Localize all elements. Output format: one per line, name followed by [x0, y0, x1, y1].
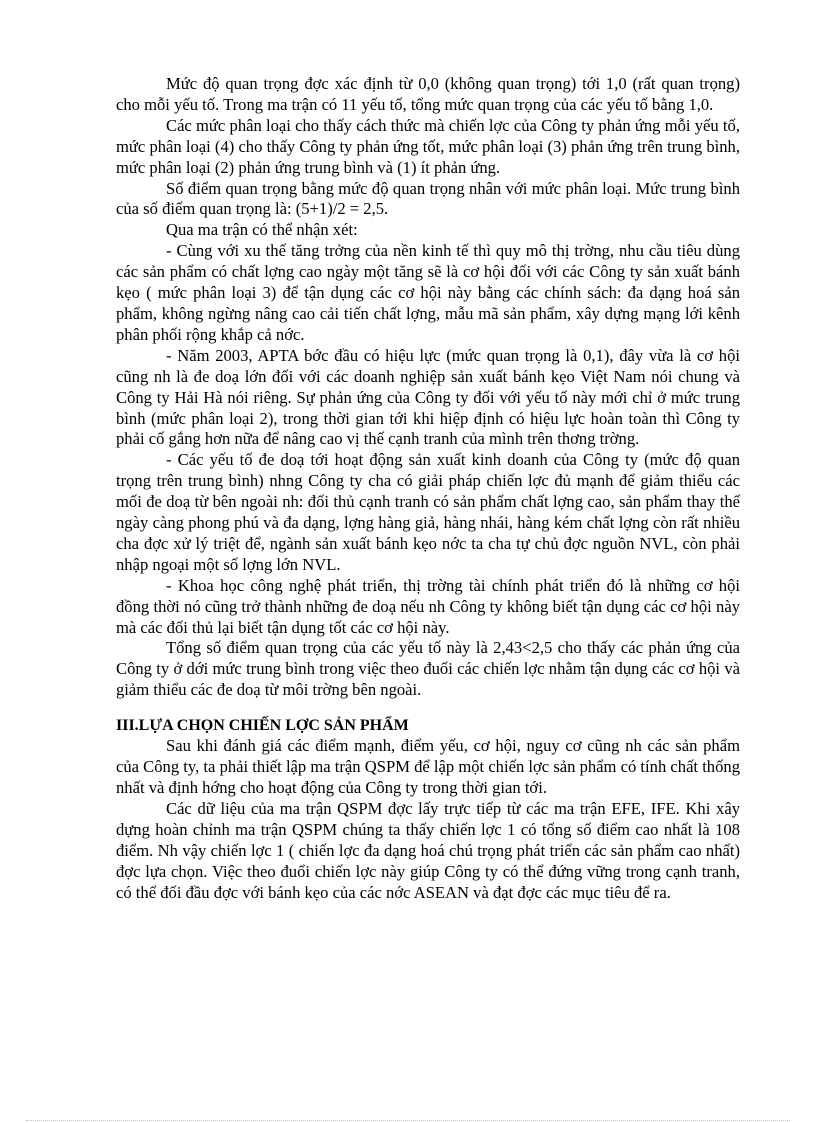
paragraph-importance-score: Số điểm quan trọng bằng mức độ quan trọng nhân với mức phân loại. Mức trung bình của số điểm quan trọng là: (5+1)/2 = 2,5. [116, 178, 740, 219]
paragraph-total-score: Tổng số điểm quan trọng của các yếu tố này là 2,43<2,5 cho thấy các phản ứng của Công ty ở dới mức trung bình trong việc theo đuổi các chiến lợc nhằm tận dụng các cơ hội và giảm thiểu các đe doạ từ môi trờng bên ngoài. [116, 638, 740, 700]
paragraph-threats: - Các yếu tố đe doạ tới hoạt động sản xuất kinh doanh của Công ty (mức độ quan trọng trên trung bình) nhng Công ty cha có giải pháp chiến lợc đủ mạnh để giảm thiểu các mối đe doạ từ bên ngoài nh: đối thủ cạnh tranh có sản phẩm chất lợng cao, sản phẩm thay thế ngày càng phong phú và đa dạng, lợng hàng giả, hàng nhái, hàng kém chất lợng còn rất nhiều cha đợc xử lý triệt để, ngành sản xuất bánh kẹo nớc ta cha tự chủ đợc nguồn NVL, còn phải nhập ngoại một số lợng lớn NVL. [116, 450, 740, 574]
paragraph-apta: - Năm 2003, APTA bớc đầu có hiệu lực (mức quan trọng là 0,1), đây vừa là cơ hội cũng nh là đe doạ lớn đối với các doanh nghiệp sản xuất bánh kẹo Việt Nam nói chung và Công ty Hải Hà nói riêng. Sự phản ứng của Công ty đối với yếu tố này mới chỉ ở mức trung bình (mức phân loại 2), trong thời gian tới khi hiệp định có hiệu lực hoàn toàn thì Công ty phải cố gắng hơn nữa để nâng cao vị thế cạnh tranh của mình trên thơng trờng. [116, 345, 740, 449]
paragraph-technology: - Khoa học công nghệ phát triển, thị trờng tài chính phát triển đó là những cơ hội đồng thời nó cũng trở thành những đe doạ nếu nh Công ty không biết tận dụng các cơ hội này mà các đối thủ lại biết tận dụng tốt các cơ hội này. [116, 575, 740, 637]
paragraph-importance-levels: Mức độ quan trọng đợc xác định từ 0,0 (không quan trọng) tới 1,0 (rất quan trọng) cho mỗi yếu tố. Trong ma trận có 11 yếu tố, tổng mức quan trọng của các yếu tố bằng 1,0. [116, 74, 740, 114]
section-heading-strategy-selection: III.LỰA CHỌN CHIẾN LỢC SẢN PHẨM [116, 717, 409, 735]
paragraph-remarks-intro: Qua ma trận có thể nhận xét: [166, 220, 358, 240]
paragraph-qspm-setup: Sau khi đánh giá các điểm mạnh, điểm yếu, cơ hội, nguy cơ cũng nh các sản phẩm của Công ty, ta phải thiết lập ma trận QSPM để lập một chiến lợc sản phẩm có tính chất thống nhất và định hớng cho hoạt động của Công ty trong thời gian tới. [116, 736, 740, 797]
page-bottom-divider [26, 1120, 790, 1121]
paragraph-growth-trend: - Cùng với xu thế tăng trởng của nền kinh tế thì quy mô thị trờng, nhu cầu tiêu dùng các sản phẩm có chất lợng cao ngày một tăng sẽ là cơ hội đối với các Công ty sản xuất bánh kẹo ( mức phân loại 3) để tận dụng các cơ hội này bằng các chính sách: đa dạng hoá sản phẩm, không ngừng nâng cao cải tiến chất lợng, mẫu mã sản phẩm, xây dựng mạng lới kênh phân phối rộng khắp cả nớc. [116, 241, 740, 344]
paragraph-classification-levels: Các mức phân loại cho thấy cách thức mà chiến lợc của Công ty phản ứng mỗi yếu tố, mức phân loại (4) cho thấy Công ty phản ứng tốt, mức phân loại (3) phản ứng trên trung bình, mức phân loại (2) phản ứng trung bình và (1) ít phản ứng. [116, 115, 740, 177]
paragraph-qspm-result: Các dữ liệu của ma trận QSPM đợc lấy trực tiếp từ các ma trận EFE, IFE. Khi xây dựng hoàn chỉnh ma trận QSPM chúng ta thấy chiến lợc 1 có tổng số điểm cao nhất là 108 điểm. Nh vậy chiến lợc 1 ( chiến lợc đa dạng hoá chú trọng phát triển các sản phẩm cao nhất) đợc lựa chọn. Việc theo đuổi chiến lợc này giúp Công ty có thể đứng vững trong cạnh tranh, có thể đối đầu đợc với bánh kẹo của các nớc ASEAN và đạt đợc các mục tiêu để ra. [116, 798, 740, 902]
